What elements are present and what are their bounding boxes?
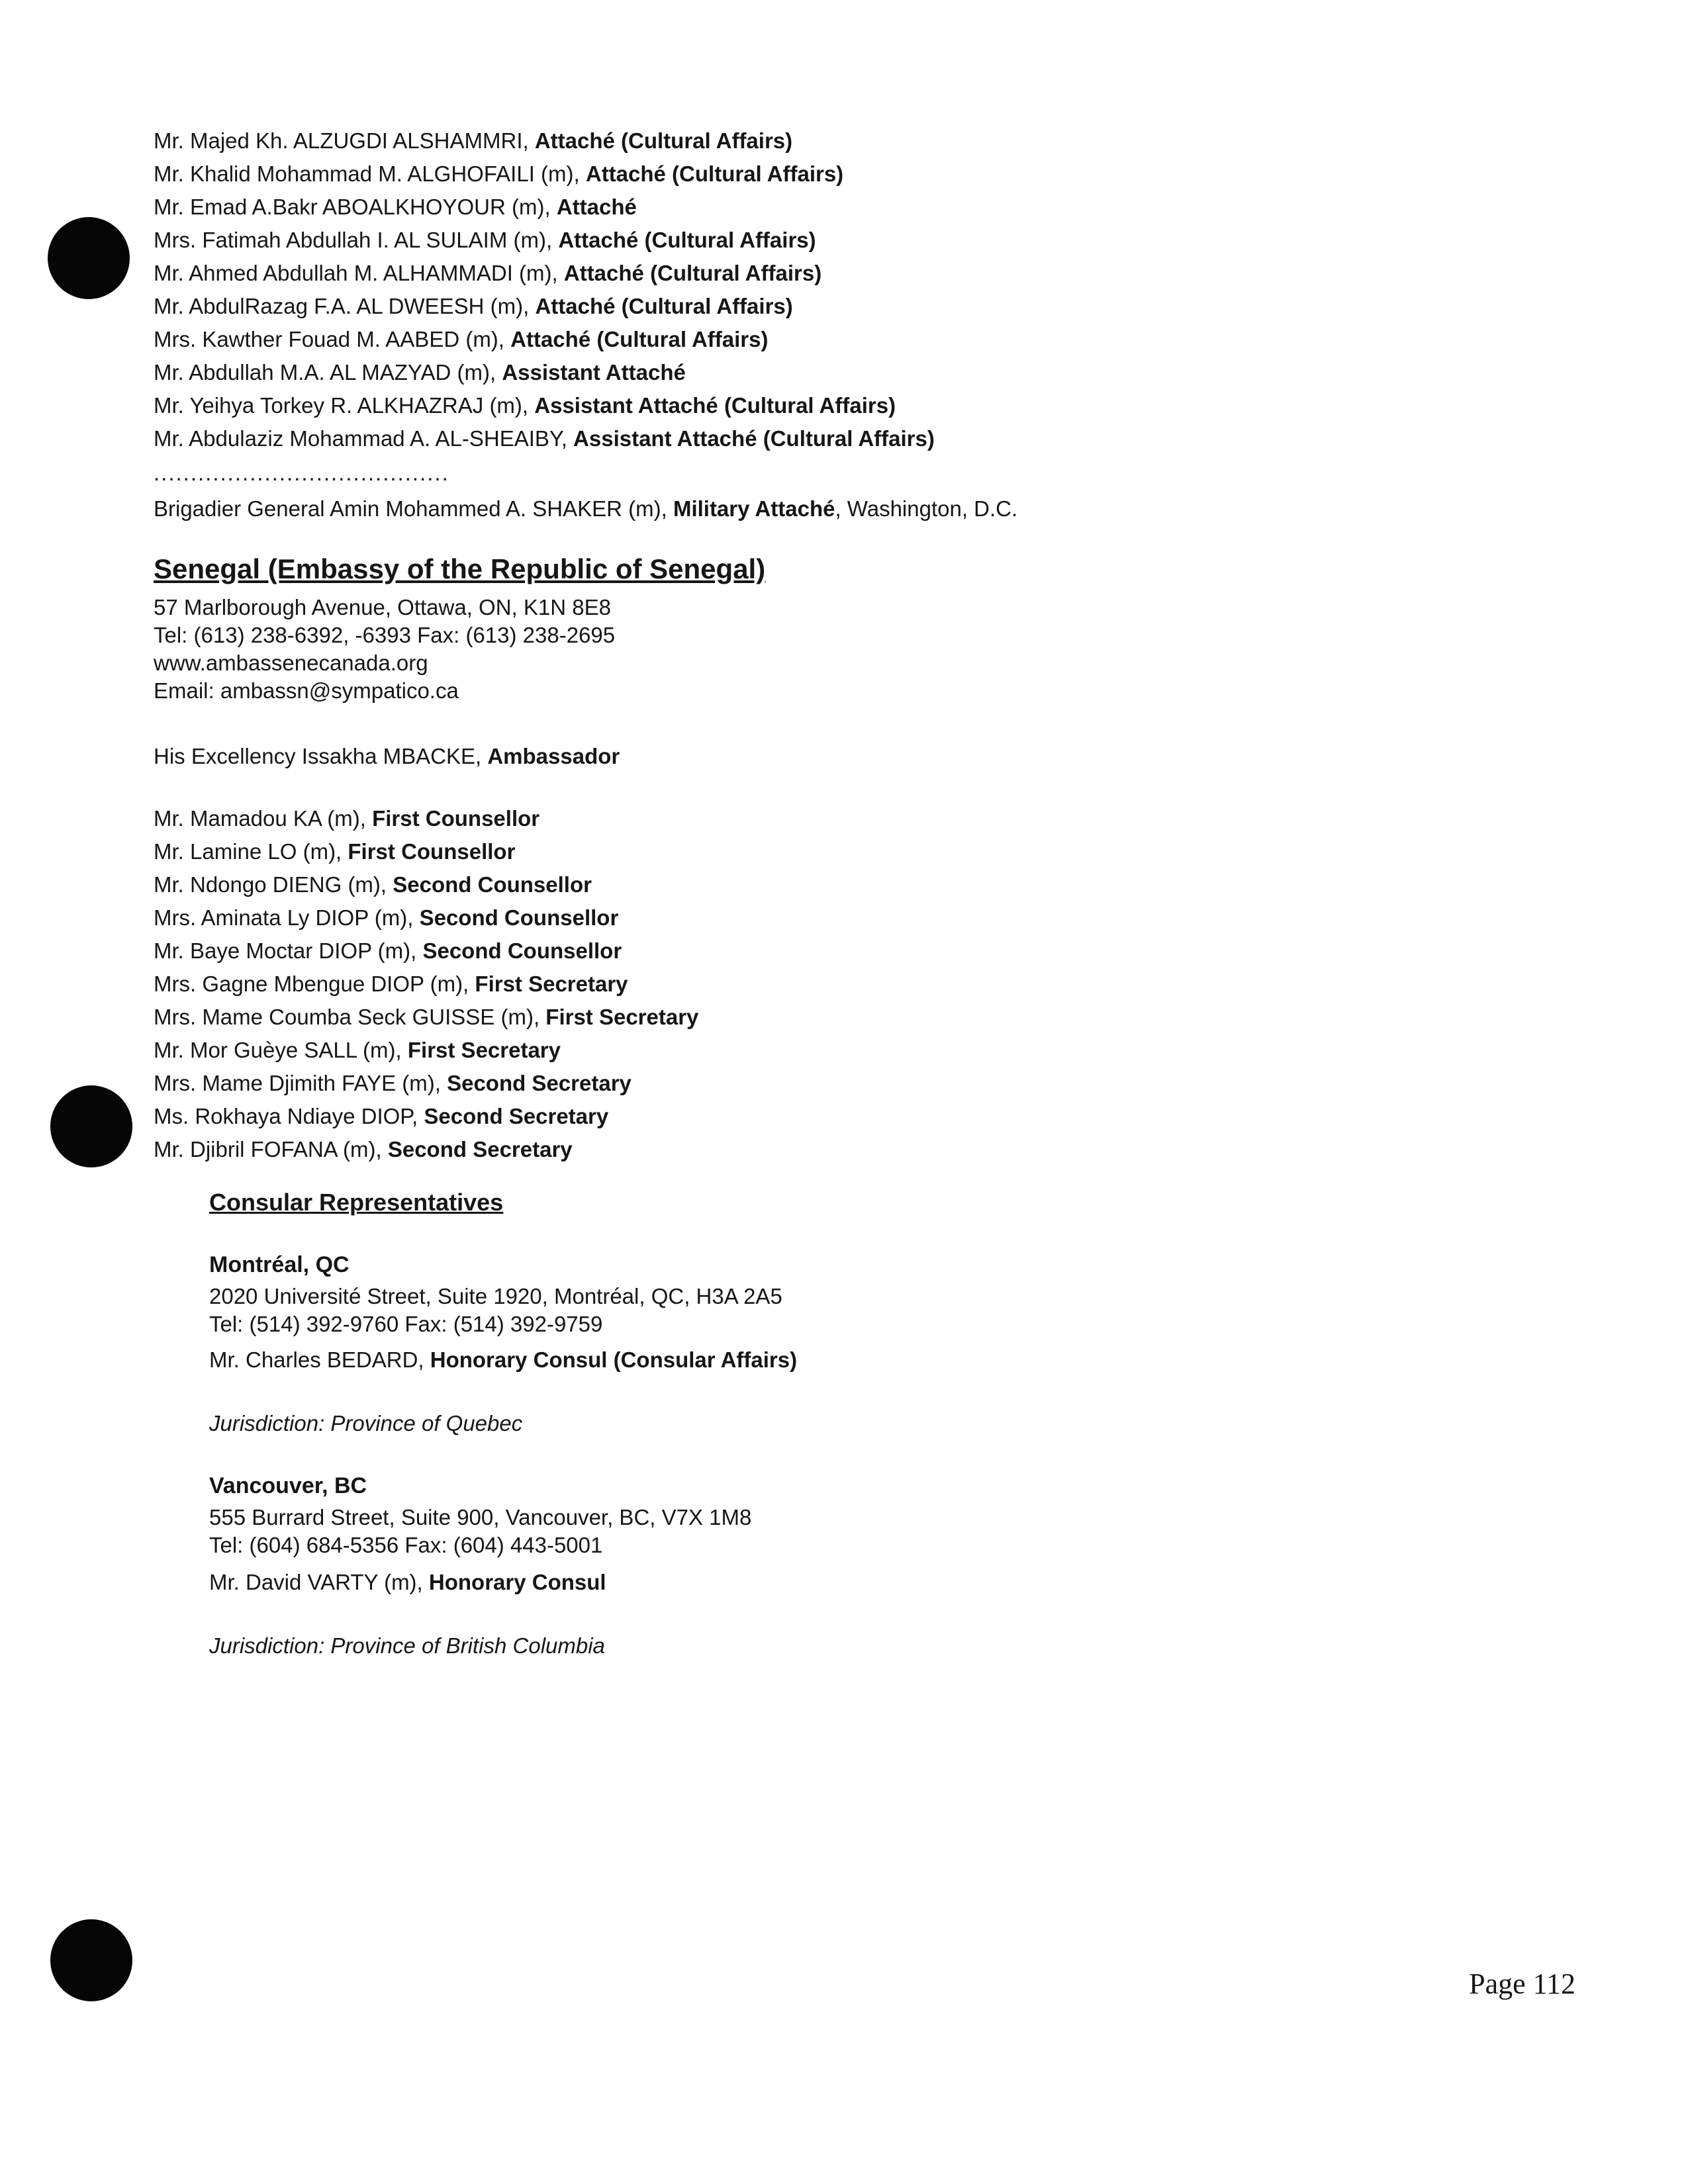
embassy-address: 57 Marlborough Avenue, Ottawa, ON, K1N 8E8: [154, 595, 611, 619]
country-heading: Senegal (Embassy of the Republic of Senegal): [154, 553, 766, 584]
page-number: Page 112: [1469, 1968, 1575, 2000]
military-attache-line: Brigadier General Amin Mohammed A. SHAKER (m), Military Attaché, Washington, D.C.: [154, 496, 1018, 521]
separator-dots: ........................................: [154, 461, 449, 485]
embassy-email: Email: ambassn@sympatico.ca: [154, 678, 459, 703]
consulate-address: 2020 Université Street, Suite 1920, Montréal, QC, H3A 2A5: [209, 1284, 782, 1308]
punch-hole-middle: [50, 1085, 132, 1167]
saudi-staff-list: [154, 124, 1017, 525]
punch-hole-bottom: [50, 1919, 132, 2001]
consular-heading: Consular Representatives: [209, 1189, 504, 1216]
staff-line: Mr. AbdulRazag F.A. AL DWEESH (m), Attaché (Cultural Affairs): [154, 294, 793, 318]
consulate-city: Vancouver, BC: [209, 1473, 367, 1498]
embassy-contact: [154, 594, 615, 705]
staff-line: Mr. Mor Guèye SALL (m), First Secretary: [154, 1038, 561, 1062]
staff-line: Mrs. Fatimah Abdullah I. AL SULAIM (m), Attaché (Cultural Affairs): [154, 228, 816, 252]
staff-line: Mr. Khalid Mohammad M. ALGHOFAILI (m), Attaché (Cultural Affairs): [154, 161, 844, 186]
staff-line: Mr. Abdulaziz Mohammad A. AL-SHEAIBY, Assistant Attaché (Cultural Affairs): [154, 426, 935, 451]
embassy-phone: Tel: (613) 238-6392, -6393 Fax: (613) 238-2695: [154, 623, 616, 647]
staff-line: Mrs. Gagne Mbengue DIOP (m), First Secretary: [154, 972, 628, 996]
staff-line: Mr. Abdullah M.A. AL MAZYAD (m), Assistant Attaché: [154, 360, 686, 385]
staff-line: Mr. Djibril FOFANA (m), Second Secretary: [154, 1137, 573, 1161]
staff-line: Ms. Rokhaya Ndiaye DIOP, Second Secretary: [154, 1104, 609, 1128]
staff-line: Mr. Ahmed Abdullah M. ALHAMMADI (m), Attaché (Cultural Affairs): [154, 261, 822, 285]
ambassador-line: His Excellency Issakha MBACKE, Ambassador: [154, 744, 620, 768]
punch-hole-top: [48, 217, 130, 299]
consul-line: Mr. Charles BEDARD, Honorary Consul (Consular Affairs): [209, 1347, 798, 1372]
jurisdiction-note: Jurisdiction: Province of British Columbia: [209, 1633, 605, 1658]
consulate-address: 555 Burrard Street, Suite 900, Vancouver, BC, V7X 1M8: [209, 1505, 752, 1529]
consul-line: Mr. David VARTY (m), Honorary Consul: [209, 1570, 606, 1594]
staff-line: Mr. Ndongo DIENG (m), Second Counsellor: [154, 872, 592, 897]
consulate-city: Montréal, QC: [209, 1252, 350, 1277]
staff-line: Mrs. Mame Coumba Seck GUISSE (m), First Secretary: [154, 1005, 699, 1029]
staff-line: Mr. Baye Moctar DIOP (m), Second Counsellor: [154, 938, 622, 963]
staff-line: Mrs. Kawther Fouad M. AABED (m), Attaché (Cultural Affairs): [154, 327, 769, 351]
staff-line: Mr. Emad A.Bakr ABOALKHOYOUR (m), Attaché: [154, 195, 637, 219]
staff-line: Mrs. Mame Djimith FAYE (m), Second Secretary: [154, 1071, 632, 1095]
staff-line: Mrs. Aminata Ly DIOP (m), Second Counsellor: [154, 905, 619, 930]
staff-line: Mr. Lamine LO (m), First Counsellor: [154, 839, 516, 864]
consulate-contact: [209, 1283, 782, 1338]
staff-line: Mr. Yeihya Torkey R. ALKHAZRAJ (m), Assistant Attaché (Cultural Affairs): [154, 393, 896, 418]
staff-line: Mr. Majed Kh. ALZUGDI ALSHAMMRI, Attaché (Cultural Affairs): [154, 128, 793, 153]
senegal-staff-list: [154, 802, 698, 1166]
consulate-contact: [209, 1504, 751, 1559]
jurisdiction-note: Jurisdiction: Province of Quebec: [209, 1411, 523, 1435]
consulate-phone: Tel: (604) 684-5356 Fax: (604) 443-5001: [209, 1533, 603, 1557]
consulate-phone: Tel: (514) 392-9760 Fax: (514) 392-9759: [209, 1312, 603, 1336]
staff-line: Mr. Mamadou KA (m), First Counsellor: [154, 806, 540, 831]
embassy-website: www.ambassenecanada.org: [154, 651, 428, 675]
